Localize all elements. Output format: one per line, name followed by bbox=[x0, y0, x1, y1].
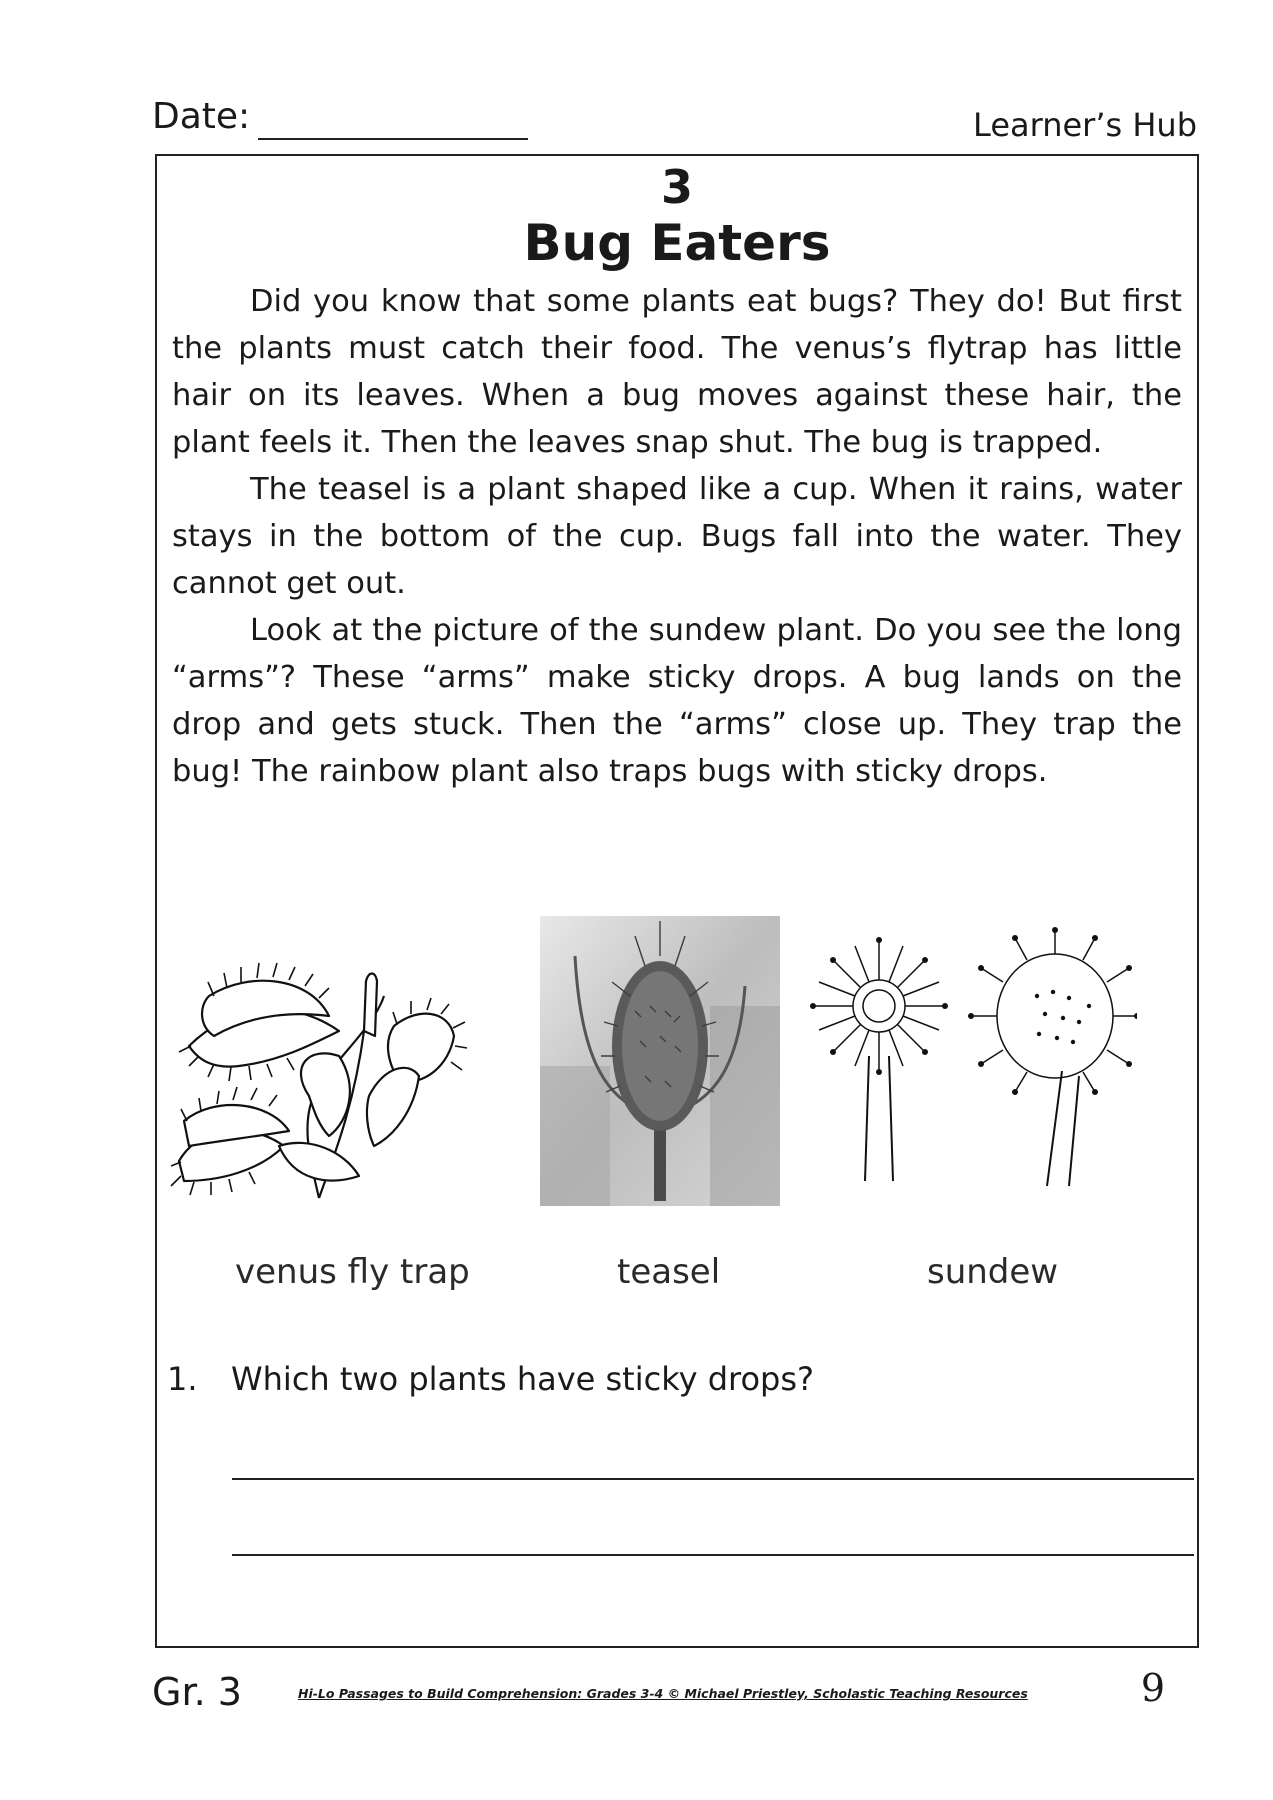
teasel-photo bbox=[540, 916, 780, 1206]
worksheet-frame bbox=[155, 154, 1199, 1648]
answer-line-1[interactable] bbox=[232, 1478, 1194, 1480]
caption-teasel: teasel bbox=[617, 1252, 721, 1292]
lesson-number: 3 bbox=[660, 160, 693, 214]
date-blank-line[interactable] bbox=[258, 138, 528, 140]
passage bbox=[172, 278, 1182, 795]
grade-label: Gr. 3 bbox=[152, 1670, 242, 1714]
question-text: Which two plants have sticky drops? bbox=[231, 1360, 815, 1398]
paragraph: Did you know that some plants eat bugs? They do! But first the plants must catch their food. The venus’s flytrap has little hair on its leaves. When a bug moves against these hair, the plant feels it. Then the leaves snap shut. The bug is trapped. bbox=[172, 284, 1182, 460]
brand-label: Learner’s Hub bbox=[973, 106, 1197, 144]
date-label: Date: bbox=[152, 96, 251, 137]
answer-line-2[interactable] bbox=[232, 1554, 1194, 1556]
caption-venus: venus fly trap bbox=[235, 1252, 470, 1292]
question-number: 1. bbox=[167, 1360, 198, 1398]
lesson-title: Bug Eaters bbox=[523, 214, 831, 272]
credit-line: Hi-Lo Passages to Build Comprehension: Grades 3-4 © Michael Priestley, Scholastic Teaching Resources bbox=[298, 1686, 1028, 1701]
question bbox=[167, 1360, 814, 1398]
sundew-drawing bbox=[807, 926, 1137, 1196]
venus-flytrap-drawing bbox=[169, 936, 469, 1206]
paragraph: The teasel is a plant shaped like a cup. When it rains, water stays in the bottom of the cup. Bugs fall into the water. They cannot get out. bbox=[172, 472, 1182, 601]
page-number: 9 bbox=[1140, 1666, 1165, 1710]
paragraph: Look at the picture of the sundew plant. Do you see the long “arms”? These “arms” make sticky drops. A bug lands on the drop and gets stuck. Then the “arms” close up. They trap the bug! The rainbow plant also traps bugs with sticky drops. bbox=[172, 613, 1182, 789]
caption-sundew: sundew bbox=[927, 1252, 1059, 1292]
